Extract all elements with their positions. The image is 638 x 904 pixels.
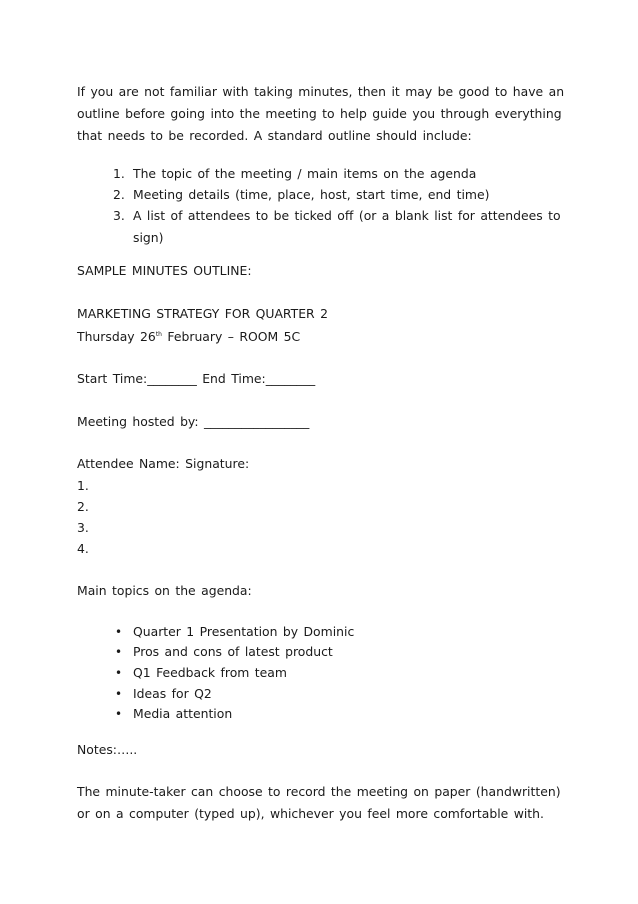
agenda-bullet-5: • — [115, 707, 123, 721]
agenda-header: Main topics on the agenda: — [77, 583, 252, 598]
meeting-date-ordinal: th — [155, 331, 162, 338]
agenda-bullet-1: • — [115, 625, 123, 639]
attendee-number-4: 4. — [77, 541, 89, 556]
attendee-header: Attendee Name: Signature: — [77, 456, 250, 471]
intro-line-1: If you are not familiar with taking minutes, then it may be good to have an — [77, 84, 565, 99]
meeting-date-prefix: Thursday 26 — [77, 329, 156, 344]
agenda-item-4: Ideas for Q2 — [133, 686, 212, 701]
outline-item-2: Meeting details (time, place, host, start time, end time) — [133, 187, 490, 202]
outline-number-3: 3. — [113, 208, 125, 223]
outline-item-3-continued: sign) — [133, 230, 164, 245]
sample-heading: SAMPLE MINUTES OUTLINE: — [77, 263, 252, 278]
attendee-number-2: 2. — [77, 499, 89, 514]
agenda-bullet-4: • — [115, 687, 123, 701]
agenda-item-3: Q1 Feedback from team — [133, 665, 287, 680]
outline-item-1: The topic of the meeting / main items on the agenda — [133, 166, 477, 181]
closing-line-2: or on a computer (typed up), whichever you feel more comfortable with. — [77, 806, 544, 821]
outline-number-1: 1. — [113, 166, 125, 181]
agenda-bullet-2: • — [115, 645, 123, 659]
meeting-title: MARKETING STRATEGY FOR QUARTER 2 — [77, 306, 328, 321]
agenda-item-2: Pros and cons of latest product — [133, 644, 333, 659]
attendee-number-3: 3. — [77, 520, 89, 535]
meeting-hosted-by: Meeting hosted by: _________________ — [77, 414, 310, 429]
intro-line-3: that needs to be recorded. A standard outline should include: — [77, 128, 472, 143]
agenda-bullet-3: • — [115, 666, 123, 680]
agenda-item-5: Media attention — [133, 706, 233, 721]
meeting-date — [77, 329, 300, 345]
outline-number-2: 2. — [113, 187, 125, 202]
notes-label: Notes:….. — [77, 742, 138, 757]
meeting-date-suffix: February – ROOM 5C — [161, 329, 301, 344]
start-end-time: Start Time:________ End Time:________ — [77, 371, 316, 386]
closing-line-1: The minute-taker can choose to record the meeting on paper (handwritten) — [77, 784, 561, 799]
outline-item-3: A list of attendees to be ticked off (or a blank list for attendees to — [133, 208, 561, 223]
intro-line-2: outline before going into the meeting to help guide you through everything — [77, 106, 562, 121]
attendee-number-1: 1. — [77, 478, 89, 493]
agenda-item-1: Quarter 1 Presentation by Dominic — [133, 624, 355, 639]
